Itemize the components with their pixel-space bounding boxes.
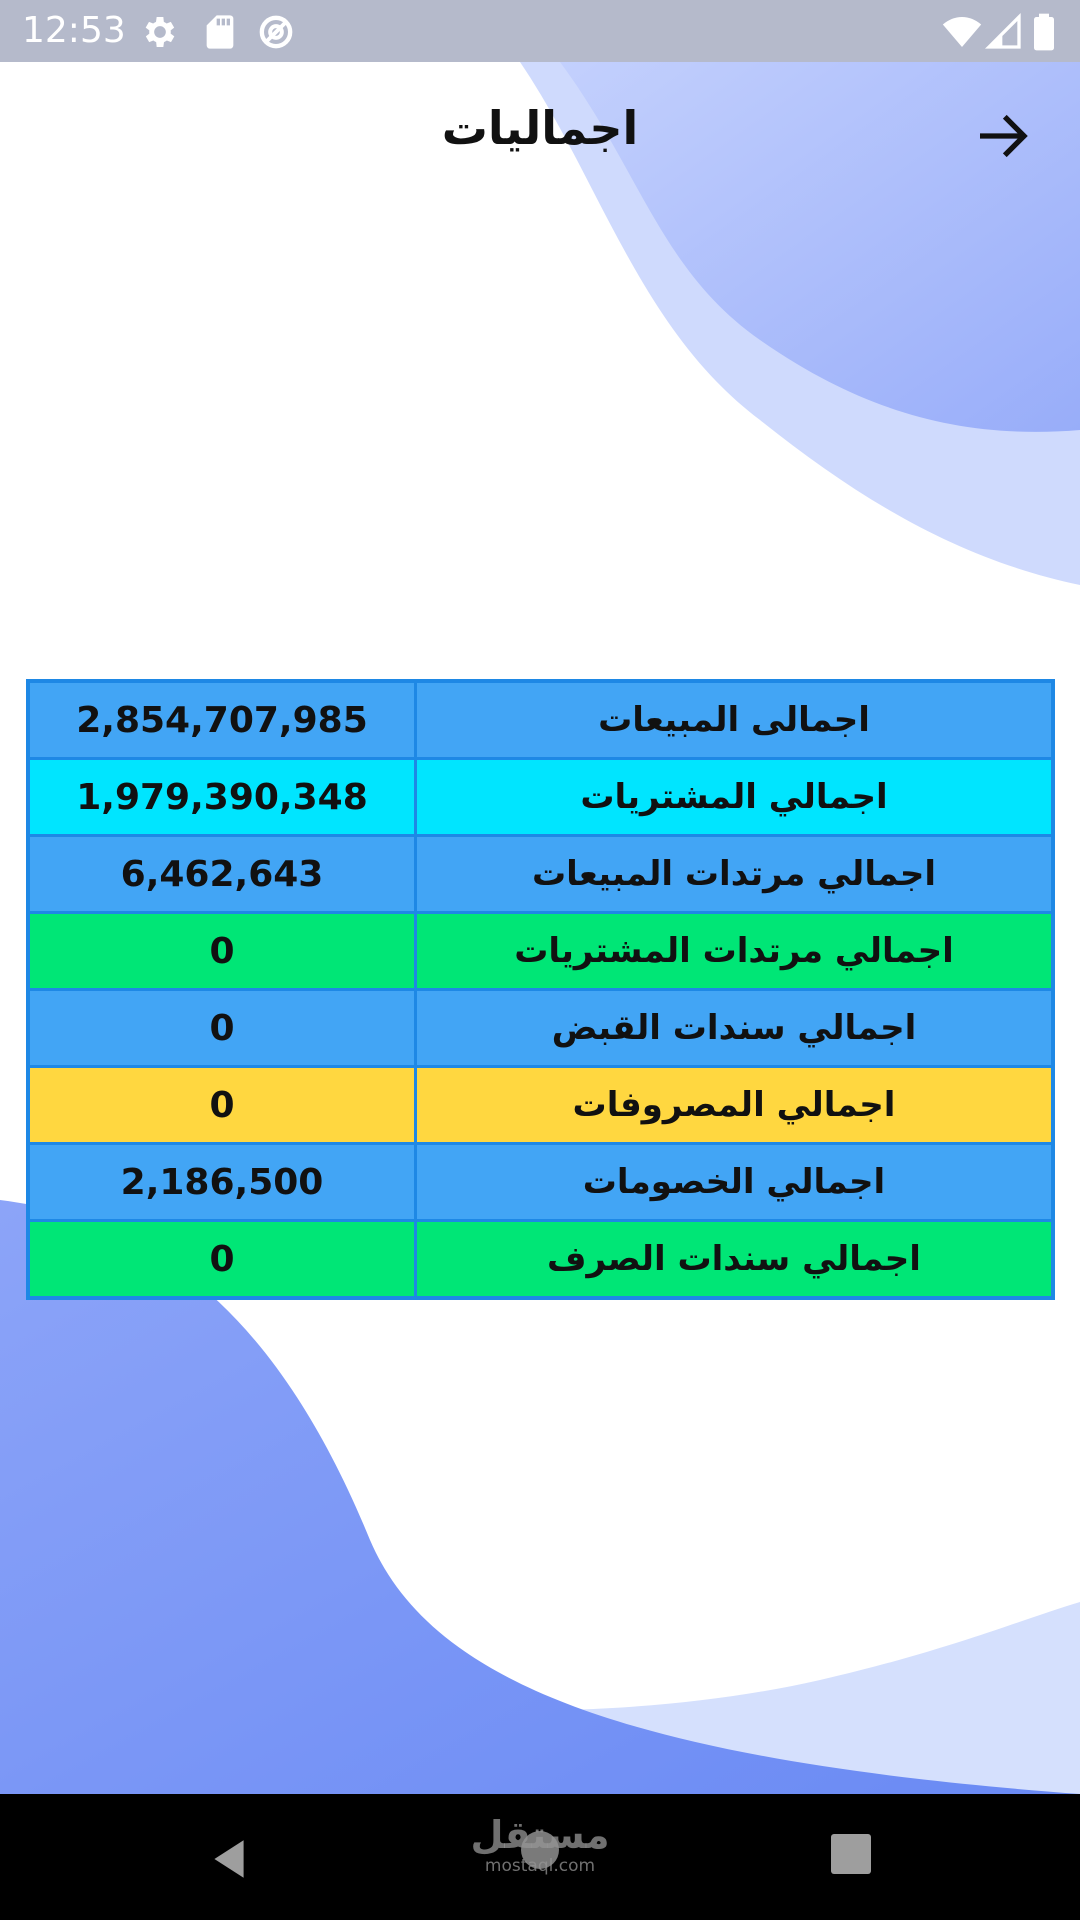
total-label: اجمالي الخصومات [416,1144,1054,1221]
watermark-latin: mostaql.com [484,1856,596,1876]
totals-row [28,681,1053,759]
nav-back-button[interactable] [204,1834,254,1884]
battery-icon [1030,12,1058,52]
back-button[interactable] [972,104,1036,168]
totals-row [28,1221,1053,1299]
total-label: اجمالي المصروفات [416,1067,1054,1144]
totals-row [28,990,1053,1067]
totals-table [26,679,1055,1300]
total-value: 0 [28,1067,416,1144]
totals-row [28,1067,1053,1144]
status-bar [0,0,1080,62]
total-value: 0 [28,990,416,1067]
watermark-arabic: مستقل [470,1813,610,1857]
navigation-bar [0,1794,1080,1920]
totals-row [28,1144,1053,1221]
total-value: 2,186,500 [28,1144,416,1221]
data-saver-icon [256,12,296,52]
page-title: اجماليات [441,101,639,155]
totals-row [28,913,1053,990]
total-label: اجمالي مرتدات المبيعات [416,836,1054,913]
nav-recents-button[interactable] [831,1834,871,1874]
total-label: اجمالي مرتدات المشتريات [416,913,1054,990]
sd-card-icon [200,12,240,52]
totals-row [28,759,1053,836]
total-label: اجمالي سندات الصرف [416,1221,1054,1299]
total-value: 0 [28,1221,416,1299]
total-value: 6,462,643 [28,836,416,913]
total-label: اجمالي سندات القبض [416,990,1054,1067]
nav-home-button[interactable] [521,1831,559,1869]
arrow-forward-icon [972,104,1036,168]
settings-icon [140,12,180,52]
status-time: 12:53 [22,10,126,51]
total-value: 2,854,707,985 [28,681,416,759]
totals-row [28,836,1053,913]
triangle-back-icon [204,1834,254,1884]
total-label: اجمالي المشتريات [416,759,1054,836]
wifi-icon [942,12,982,52]
cell-signal-icon [984,12,1024,52]
total-value: 0 [28,913,416,990]
total-label: اجمالى المبيعات [416,681,1054,759]
total-value: 1,979,390,348 [28,759,416,836]
